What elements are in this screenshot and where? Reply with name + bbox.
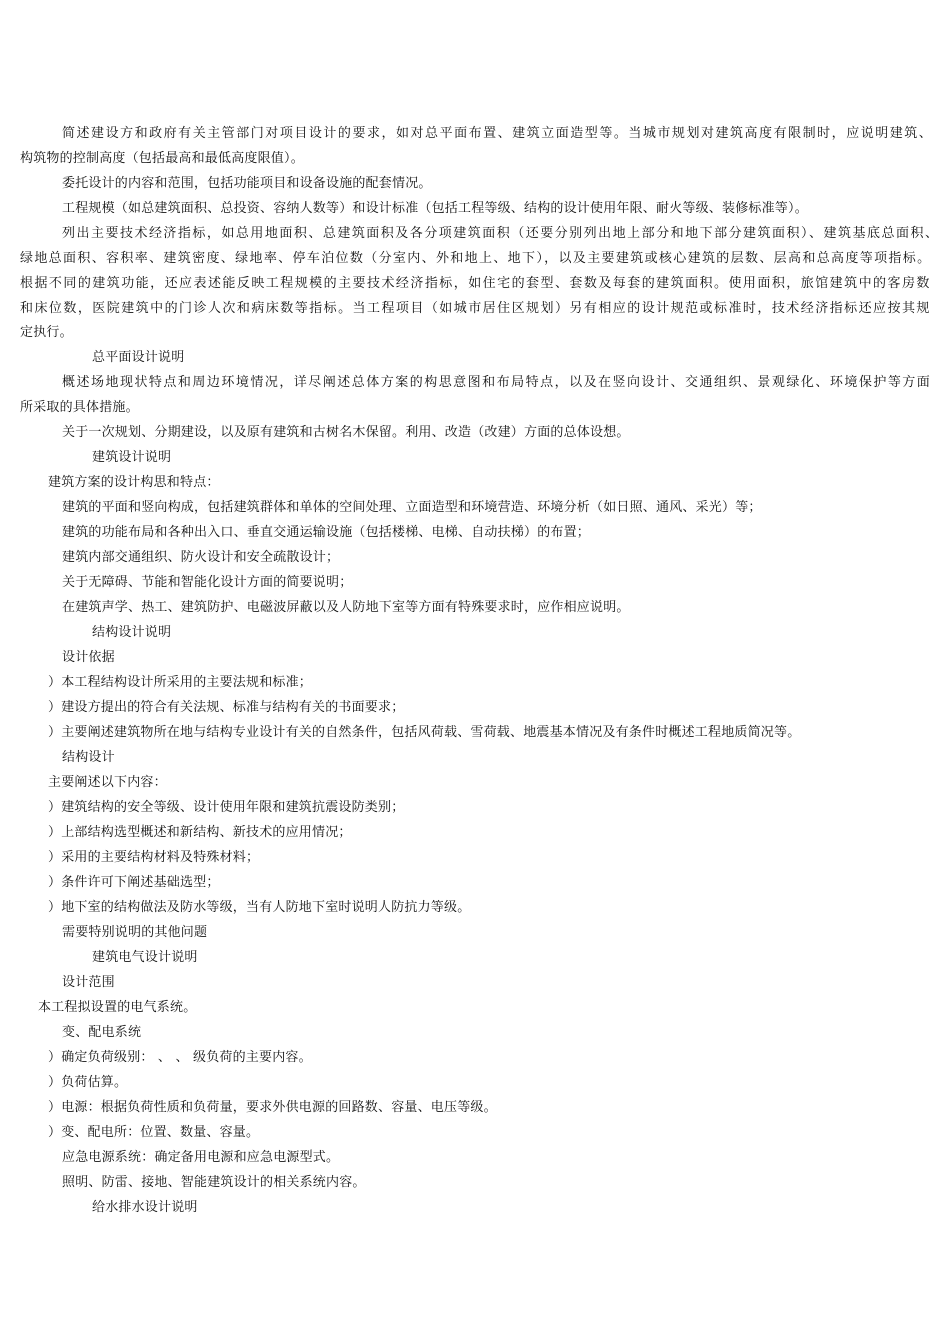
text-line: 本工程拟设置的电气系统。 [38,1000,197,1015]
text-line: 设计依据 [62,650,115,665]
text-line: 列出主要技术经济指标，如总用地面积、总建筑面积及各分项建筑面积（还要分别列出地上部分和地下部分建筑面积）、建筑基底总面积、 [62,226,940,241]
text-line: 总平面设计说明 [92,350,185,365]
text-line: ）主要阐述建筑物所在地与结构专业设计有关的自然条件，包括风荷载、雪荷载、地震基本情况及有条件时概述工程地质简况等。 [48,725,801,740]
text-line: ）采用的主要结构材料及特殊材料； [48,850,260,865]
text-line: ）负荷估算。 [48,1075,128,1090]
text-line: 设计范围 [62,975,115,990]
text-line: ）确定负荷级别： 、 、 级负荷的主要内容。 [48,1050,312,1065]
text-line: 根据不同的建筑功能，还应表述能反映工程规模的主要技术经济指标，如住宅的套型、套数及每套的建筑面积。使用面积，旅馆建筑中的客房数 [20,276,931,291]
text-line: 建筑的功能布局和各种出入口、垂直交通运输设施（包括楼梯、电梯、自动扶梯）的布置； [62,525,591,540]
text-line: 构筑物的控制高度（包括最高和最低高度限值）。 [20,151,304,166]
text-line: 在建筑声学、热工、建筑防护、电磁波屏蔽以及人防地下室等方面有特殊要求时，应作相应说明。 [62,600,630,615]
text-line: 主要阐述以下内容： [48,775,167,790]
text-line: ）建设方提出的符合有关法规、标准与结构有关的书面要求； [48,700,405,715]
text-line: 结构设计说明 [92,625,172,640]
text-line: 关于无障碍、节能和智能化设计方面的简要说明； [62,575,353,590]
text-line: ）上部结构选型概述和新结构、新技术的应用情况； [48,825,352,840]
text-line: ）变、配电所：位置、数量、容量。 [48,1125,260,1140]
text-line: 概述场地现状特点和周边环境情况，详尽阐述总体方案的构思意图和布局特点，以及在竖向设计、交通组织、景观绿化、环境保护等方面 [62,375,932,390]
text-line: 建筑电气设计说明 [92,950,198,965]
text-line: 和床位数，医院建筑中的门诊人次和病床数等指标。当工程项目（如城市居住区规划）另有相应的设计规范或标准时，技术经济指标还应按其规 [20,301,931,316]
text-line: ）电源：根据负荷性质和负荷量，要求外供电源的回路数、容量、电压等级。 [48,1100,497,1115]
text-line: 所采取的具体措施。 [20,400,139,415]
text-line: ）条件许可下阐述基础选型； [48,875,220,890]
text-line: 照明、防雷、接地、智能建筑设计的相关系统内容。 [62,1175,366,1190]
text-line: ）本工程结构设计所采用的主要法规和标准； [48,675,313,690]
text-line: 建筑的平面和竖向构成，包括建筑群体和单体的空间处理、立面造型和环境营造、环境分析（如日照、通风、采光）等； [62,500,762,515]
text-line: 建筑内部交通组织、防火设计和安全疏散设计； [62,550,340,565]
text-line: 建筑设计说明 [92,450,172,465]
text-line: 应急电源系统：确定备用电源和应急电源型式。 [62,1150,340,1165]
text-line: 工程规模（如总建筑面积、总投资、容纳人数等）和设计标准（包括工程等级、结构的设计使用年限、耐火等级、装修标准等）。 [62,201,808,216]
text-line: 给水排水设计说明 [92,1200,198,1215]
text-line: ）地下室的结构做法及防水等级，当有人防地下室时说明人防抗力等级。 [48,900,471,915]
text-line: 关于一次规划、分期建设，以及原有建筑和古树名木保留。利用、改造（改建）方面的总体设想。 [62,425,630,440]
text-line: 委托设计的内容和范围，包括功能项目和设备设施的配套情况。 [62,176,432,191]
text-line: 绿地总面积、容积率、建筑密度、绿地率、停车泊位数（分室内、外和地上、地下），以及主要建筑或核心建筑的层数、层高和总高度等项指标。 [20,251,932,266]
text-line: ）建筑结构的安全等级、设计使用年限和建筑抗震设防类别； [48,800,405,815]
text-line: 建筑方案的设计构思和特点： [48,475,220,490]
text-line: 定执行。 [20,325,73,340]
text-line: 结构设计 [62,750,115,765]
text-line: 需要特别说明的其他问题 [62,925,208,940]
text-line: 简述建设方和政府有关主管部门对项目设计的要求，如对总平面布置、建筑立面造型等。当城市规划对建筑高度有限制时，应说明建筑、 [62,126,934,141]
text-line: 变、配电系统 [62,1025,142,1040]
